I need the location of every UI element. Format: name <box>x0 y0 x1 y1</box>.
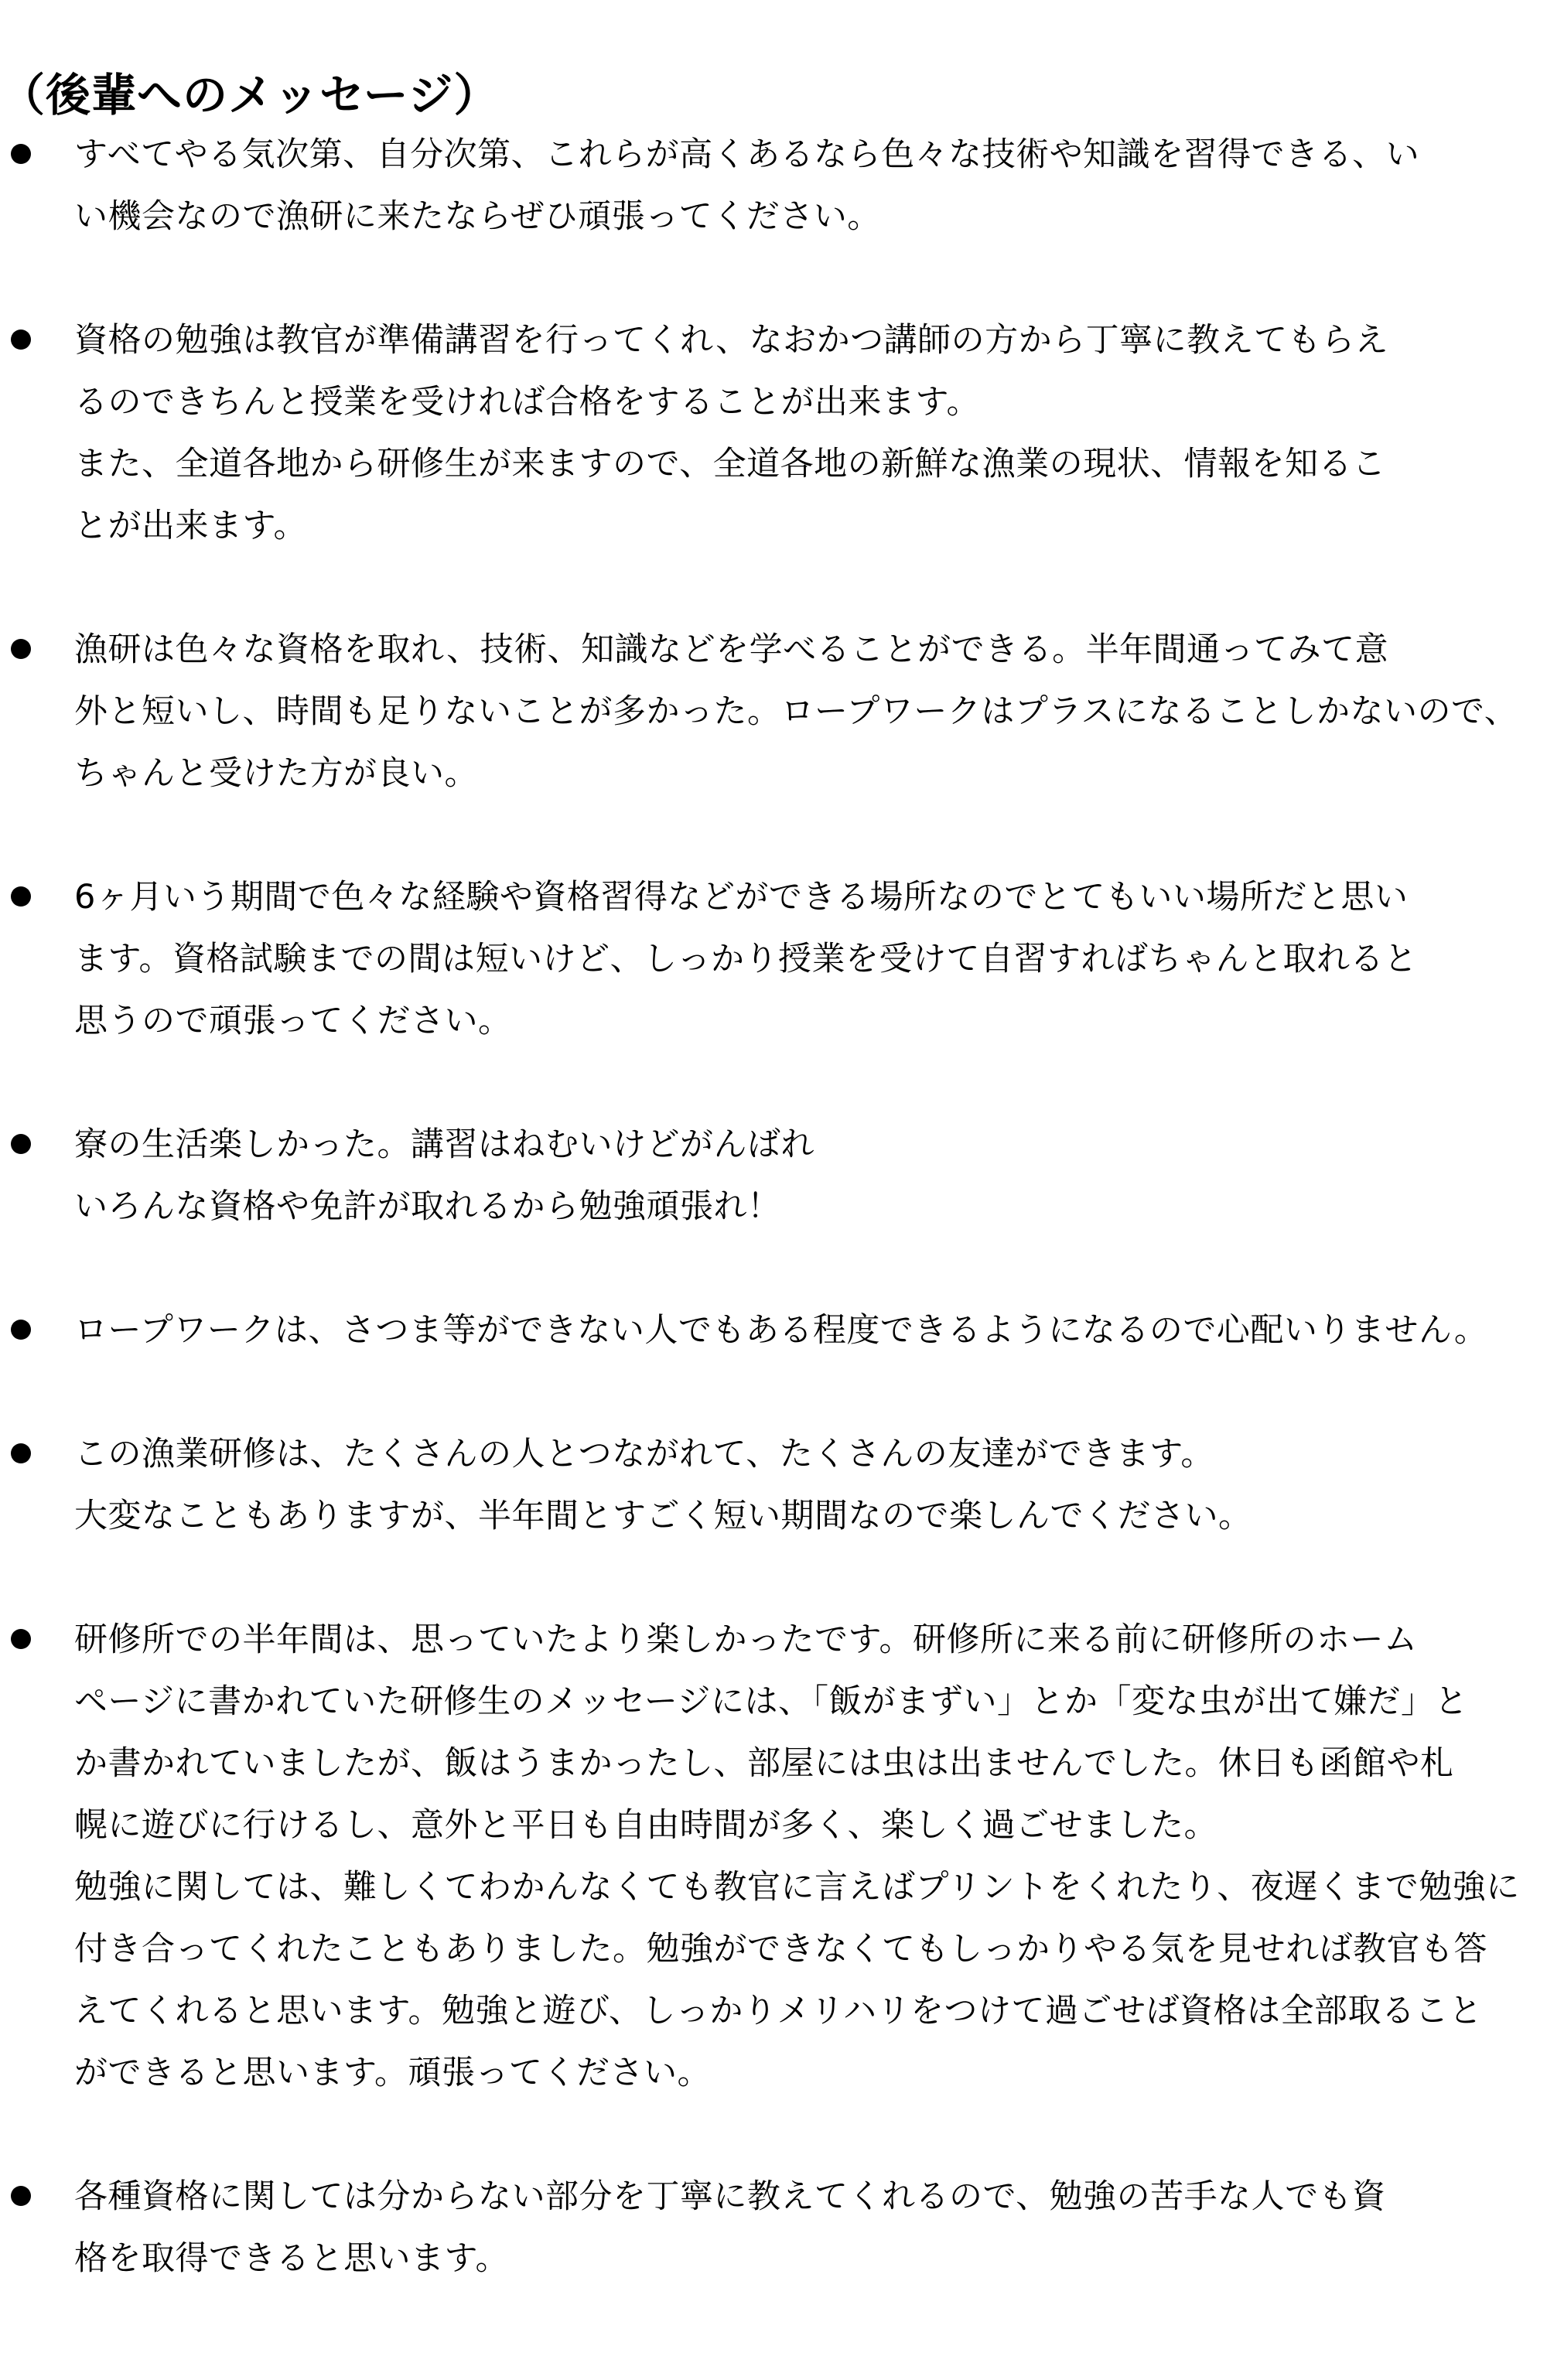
message-line: 資格の勉強は教官が準備講習を行ってくれ、なおかつ講師の方から丁寧に教えてもらえ <box>74 321 1389 360</box>
message-line: 大変なこともありますが、半年間とすごく短い期間なので楽しんでください。 <box>74 1497 1252 1535</box>
message-line: いろんな資格や免許が取れるから勉強頑張れ！ <box>74 1187 781 1226</box>
message-line: 研修所での半年間は、思っていたより楽しかったです。研修所に来る前に研修所のホーム <box>74 1620 1418 1659</box>
bullet-icon <box>11 330 31 350</box>
message-line: 寮の生活楽しかった。講習はねむいけどがんばれ <box>74 1125 814 1164</box>
message-item <box>0 1609 1547 2104</box>
message-line: 幌に遊びに行けるし、意外と平日も自由時間が多く、楽しく過ごせました。 <box>74 1806 1218 1845</box>
message-line: ロープワークは、さつま等ができない人でもある程度できるようになるので心配いりません。 <box>74 1311 1488 1350</box>
message-line: ができると思います。頑張ってください。 <box>74 2054 712 2092</box>
message-list <box>0 124 1547 2351</box>
message-line: とが出来ます。 <box>74 507 308 545</box>
message-item <box>0 866 1547 1052</box>
message-line: い機会なので漁研に来たならぜひ頑張ってください。 <box>74 197 881 236</box>
message-item <box>0 2166 1547 2290</box>
message-line: ページに書かれていた研修生のメッセージには、「飯がまずい」とか「変な虫が出て嫌だ」と <box>74 1682 1469 1721</box>
message-item <box>0 1114 1547 1238</box>
bullet-icon <box>11 639 31 659</box>
message-line: この漁業研修は、たくさんの人とつながれて、たくさんの友達ができます。 <box>74 1435 1214 1473</box>
message-line: ます。資格試験までの間は短いけど、しっかり授業を受けて自習すればちゃんと取れると <box>74 940 1418 978</box>
message-item <box>0 619 1547 804</box>
message-line: 漁研は色々な資格を取れ、技術、知識などを学べることができる。半年間通ってみて意 <box>74 630 1389 669</box>
bullet-icon <box>11 144 31 164</box>
message-item <box>0 1299 1547 1361</box>
message-line: 思うので頑張ってください。 <box>74 1002 512 1040</box>
message-item <box>0 309 1547 557</box>
message-line: 外と短いし、時間も足りないことが多かった。ロープワークはプラスになることしかないので、 <box>74 692 1518 731</box>
message-line: 各種資格に関しては分からない部分を丁寧に教えてくれるので、勉強の苦手な人でも資 <box>74 2177 1386 2216</box>
message-line: 付き合ってくれたこともありました。勉強ができなくてもしっかりやる気を見せれば教官も答 <box>74 1930 1487 1969</box>
message-line: るのできちんと授業を受ければ合格をすることが出来ます。 <box>74 383 981 422</box>
message-item <box>0 124 1547 248</box>
message-line: 6ヶ月いう期間で色々な経験や資格習得などができる場所なのでとてもいい場所だと思い <box>74 878 1409 917</box>
message-item <box>0 1423 1547 1547</box>
message-line: すべてやる気次第、自分次第、これらが高くあるなら色々な技術や知識を習得できる、い <box>74 135 1420 174</box>
bullet-icon <box>11 1629 31 1649</box>
message-line: か書かれていましたが、飯はうまかったし、部屋には虫は出ませんでした。休日も函館や札 <box>74 1744 1454 1783</box>
bullet-icon <box>11 1134 31 1154</box>
bullet-icon <box>11 1320 31 1340</box>
message-line: えてくれると思います。勉強と遊び、しっかりメリハリをつけて過ごせば資格は全部取ること <box>74 1992 1483 2030</box>
message-line: 勉強に関しては、難しくてわかんなくても教官に言えばプリントをくれたり、夜遅くまで勉強に <box>74 1868 1520 1907</box>
bullet-icon <box>11 1443 31 1463</box>
message-line: ちゃんと受けた方が良い。 <box>74 754 478 793</box>
message-line: また、全道各地から研修生が来ますので、全道各地の新鮮な漁業の現状、情報を知るこ <box>74 445 1386 483</box>
bullet-icon <box>11 2186 31 2206</box>
message-line: 格を取得できると思います。 <box>74 2239 510 2278</box>
bullet-icon <box>11 886 31 907</box>
page-title: （後輩へのメッセージ） <box>0 68 500 121</box>
